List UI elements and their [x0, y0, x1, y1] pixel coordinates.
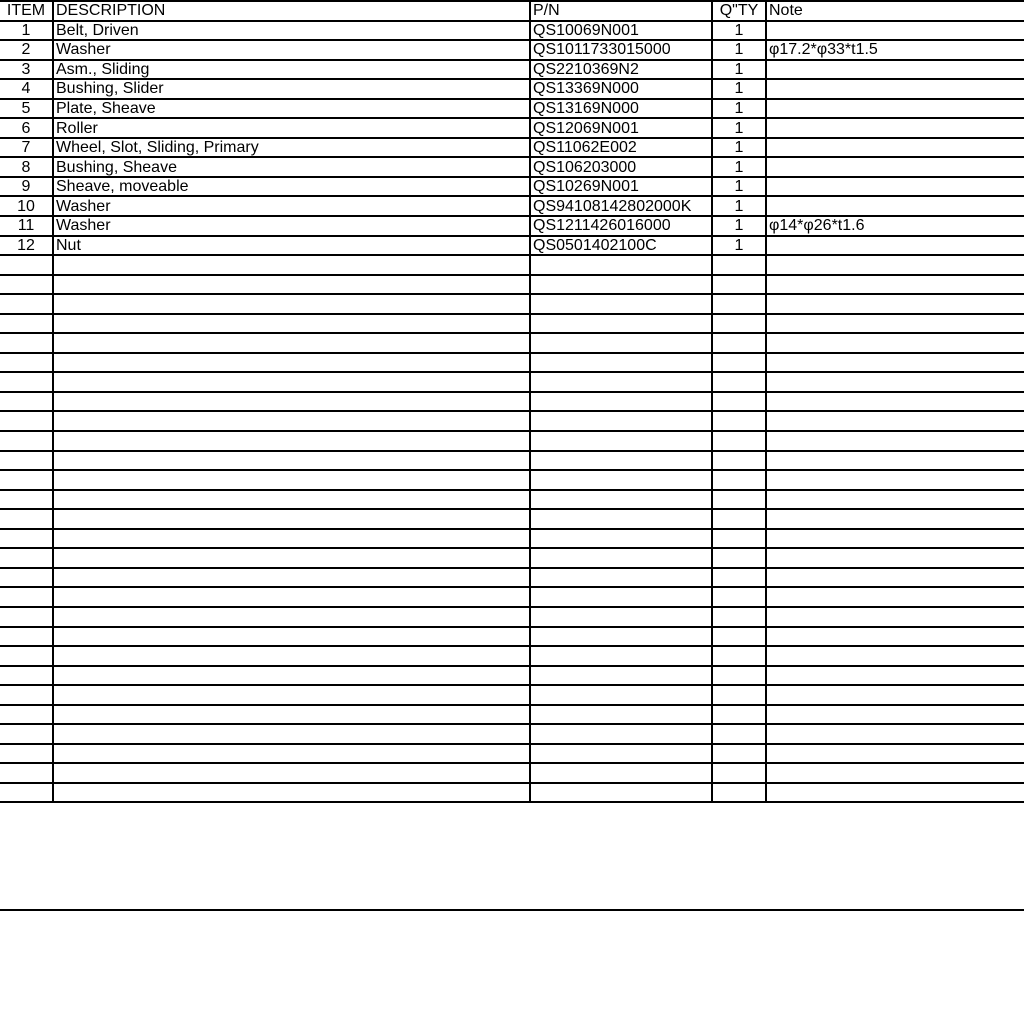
cell-note — [766, 21, 1024, 41]
cell-description-empty — [53, 411, 530, 431]
cell-item-empty — [0, 587, 53, 607]
cell-note-empty — [766, 587, 1024, 607]
table-row — [0, 196, 1024, 216]
cell-description: Nut — [53, 236, 530, 256]
cell-note-empty — [766, 431, 1024, 451]
cell-part-number-empty — [530, 587, 712, 607]
cell-item-empty — [0, 294, 53, 314]
cell-part-number: QS11062E002 — [530, 138, 712, 158]
cell-part-number-empty — [530, 353, 712, 373]
parts-list-body — [0, 21, 1024, 803]
empty-table-row — [0, 783, 1024, 803]
cell-note-empty — [766, 509, 1024, 529]
cell-description-empty — [53, 372, 530, 392]
cell-quantity-empty — [712, 548, 766, 568]
header-note: Note — [766, 1, 1024, 21]
table-row — [0, 138, 1024, 158]
empty-table-row — [0, 275, 1024, 295]
cell-note-empty — [766, 372, 1024, 392]
cell-description-empty — [53, 470, 530, 490]
cell-part-number: QS10069N001 — [530, 21, 712, 41]
cell-description-empty — [53, 314, 530, 334]
cell-quantity: 1 — [712, 79, 766, 99]
cell-description: Sheave, moveable — [53, 177, 530, 197]
cell-quantity-empty — [712, 392, 766, 412]
cell-item: 4 — [0, 79, 53, 99]
empty-table-row — [0, 666, 1024, 686]
empty-table-row — [0, 744, 1024, 764]
cell-part-number: QS13369N000 — [530, 79, 712, 99]
table-row — [0, 236, 1024, 256]
cell-quantity-empty — [712, 627, 766, 647]
cell-item-empty — [0, 568, 53, 588]
cell-quantity-empty — [712, 705, 766, 725]
cell-note-empty — [766, 255, 1024, 275]
cell-quantity-empty — [712, 587, 766, 607]
cell-part-number-empty — [530, 314, 712, 334]
empty-table-row — [0, 685, 1024, 705]
cell-note-empty — [766, 294, 1024, 314]
cell-item: 1 — [0, 21, 53, 41]
cell-item-empty — [0, 666, 53, 686]
cell-quantity-empty — [712, 783, 766, 803]
cell-note — [766, 157, 1024, 177]
header-item: ITEM — [0, 1, 53, 21]
cell-part-number-empty — [530, 763, 712, 783]
cell-part-number-empty — [530, 529, 712, 549]
cell-item: 11 — [0, 216, 53, 236]
cell-item-empty — [0, 783, 53, 803]
cell-description: Washer — [53, 40, 530, 60]
cell-item: 12 — [0, 236, 53, 256]
cell-part-number: QS1211426016000 — [530, 216, 712, 236]
cell-item-empty — [0, 333, 53, 353]
cell-item: 5 — [0, 99, 53, 119]
cell-quantity-empty — [712, 490, 766, 510]
empty-table-row — [0, 509, 1024, 529]
cell-note — [766, 118, 1024, 138]
cell-description-empty — [53, 275, 530, 295]
cell-part-number-empty — [530, 411, 712, 431]
empty-table-row — [0, 372, 1024, 392]
cell-item-empty — [0, 490, 53, 510]
cell-description-empty — [53, 490, 530, 510]
cell-description: Belt, Driven — [53, 21, 530, 41]
cell-item-empty — [0, 372, 53, 392]
cell-note-empty — [766, 470, 1024, 490]
cell-quantity-empty — [712, 353, 766, 373]
cell-item-empty — [0, 548, 53, 568]
table-row — [0, 99, 1024, 119]
cell-note-empty — [766, 763, 1024, 783]
cell-quantity-empty — [712, 568, 766, 588]
cell-note-empty — [766, 685, 1024, 705]
cell-description-empty — [53, 607, 530, 627]
cell-item-empty — [0, 431, 53, 451]
cell-note — [766, 99, 1024, 119]
table-row — [0, 216, 1024, 236]
cell-note — [766, 236, 1024, 256]
cell-description-empty — [53, 705, 530, 725]
empty-table-row — [0, 353, 1024, 373]
cell-note: φ14*φ26*t1.6 — [766, 216, 1024, 236]
cell-note — [766, 196, 1024, 216]
cell-quantity-empty — [712, 431, 766, 451]
cell-part-number-empty — [530, 372, 712, 392]
cell-item: 8 — [0, 157, 53, 177]
cell-part-number-empty — [530, 627, 712, 647]
cell-item: 6 — [0, 118, 53, 138]
cell-note — [766, 177, 1024, 197]
cell-description-empty — [53, 255, 530, 275]
empty-table-row — [0, 431, 1024, 451]
cell-description: Asm., Sliding — [53, 60, 530, 80]
cell-part-number-empty — [530, 451, 712, 471]
cell-quantity-empty — [712, 666, 766, 686]
cell-description: Plate, Sheave — [53, 99, 530, 119]
empty-table-row — [0, 724, 1024, 744]
cell-note-empty — [766, 333, 1024, 353]
cell-part-number-empty — [530, 666, 712, 686]
cell-quantity: 1 — [712, 118, 766, 138]
cell-quantity: 1 — [712, 60, 766, 80]
table-row — [0, 118, 1024, 138]
cell-quantity-empty — [712, 372, 766, 392]
cell-note-empty — [766, 548, 1024, 568]
cell-quantity-empty — [712, 294, 766, 314]
cell-item-empty — [0, 411, 53, 431]
empty-table-row — [0, 548, 1024, 568]
cell-note-empty — [766, 783, 1024, 803]
cell-description-empty — [53, 431, 530, 451]
cell-item-empty — [0, 529, 53, 549]
header-part-number: P/N — [530, 1, 712, 21]
cell-quantity-empty — [712, 451, 766, 471]
cell-description-empty — [53, 783, 530, 803]
cell-description-empty — [53, 646, 530, 666]
cell-part-number-empty — [530, 568, 712, 588]
cell-item-empty — [0, 763, 53, 783]
cell-item: 3 — [0, 60, 53, 80]
cell-part-number-empty — [530, 646, 712, 666]
cell-description: Bushing, Slider — [53, 79, 530, 99]
empty-table-row — [0, 646, 1024, 666]
cell-part-number-empty — [530, 392, 712, 412]
cell-description-empty — [53, 763, 530, 783]
cell-item: 10 — [0, 196, 53, 216]
cell-quantity-empty — [712, 470, 766, 490]
cell-quantity: 1 — [712, 216, 766, 236]
cell-part-number-empty — [530, 333, 712, 353]
cell-part-number-empty — [530, 255, 712, 275]
table-row — [0, 40, 1024, 60]
cell-description-empty — [53, 353, 530, 373]
cell-note-empty — [766, 529, 1024, 549]
cell-quantity: 1 — [712, 236, 766, 256]
cell-note-empty — [766, 451, 1024, 471]
cell-description: Wheel, Slot, Sliding, Primary — [53, 138, 530, 158]
cell-description: Bushing, Sheave — [53, 157, 530, 177]
cell-quantity: 1 — [712, 177, 766, 197]
cell-item: 2 — [0, 40, 53, 60]
empty-table-row — [0, 607, 1024, 627]
cell-part-number: QS94108142802000K — [530, 196, 712, 216]
cell-note-empty — [766, 705, 1024, 725]
cell-part-number: QS1011733015000 — [530, 40, 712, 60]
cell-note-empty — [766, 353, 1024, 373]
cell-part-number: QS13169N000 — [530, 99, 712, 119]
cell-description: Washer — [53, 216, 530, 236]
cell-note-empty — [766, 724, 1024, 744]
cell-part-number: QS0501402100C — [530, 236, 712, 256]
cell-description-empty — [53, 392, 530, 412]
cell-item-empty — [0, 744, 53, 764]
cell-item-empty — [0, 392, 53, 412]
cell-part-number-empty — [530, 509, 712, 529]
cell-item-empty — [0, 509, 53, 529]
cell-note-empty — [766, 314, 1024, 334]
cell-part-number-empty — [530, 275, 712, 295]
cell-item-empty — [0, 470, 53, 490]
cell-part-number-empty — [530, 490, 712, 510]
cell-item-empty — [0, 705, 53, 725]
cell-note: φ17.2*φ33*t1.5 — [766, 40, 1024, 60]
cell-description-empty — [53, 509, 530, 529]
cell-note-empty — [766, 411, 1024, 431]
cell-part-number-empty — [530, 705, 712, 725]
table-row — [0, 79, 1024, 99]
cell-description-empty — [53, 333, 530, 353]
cell-item-empty — [0, 627, 53, 647]
cell-part-number-empty — [530, 548, 712, 568]
cell-item-empty — [0, 353, 53, 373]
cell-item-empty — [0, 646, 53, 666]
empty-table-row — [0, 392, 1024, 412]
cell-quantity: 1 — [712, 157, 766, 177]
cell-note-empty — [766, 627, 1024, 647]
header-description: DESCRIPTION — [53, 1, 530, 21]
cell-note-empty — [766, 275, 1024, 295]
cell-quantity-empty — [712, 646, 766, 666]
empty-table-row — [0, 490, 1024, 510]
cell-quantity: 1 — [712, 138, 766, 158]
cell-item: 7 — [0, 138, 53, 158]
cell-note — [766, 79, 1024, 99]
cell-note — [766, 60, 1024, 80]
cell-description: Roller — [53, 118, 530, 138]
cell-description-empty — [53, 529, 530, 549]
cell-part-number-empty — [530, 294, 712, 314]
cell-description-empty — [53, 744, 530, 764]
cell-item-empty — [0, 724, 53, 744]
cell-quantity: 1 — [712, 21, 766, 41]
cell-description-empty — [53, 294, 530, 314]
cell-item-empty — [0, 275, 53, 295]
empty-table-row — [0, 314, 1024, 334]
cell-description: Washer — [53, 196, 530, 216]
table-row — [0, 157, 1024, 177]
cell-note — [766, 138, 1024, 158]
table-row — [0, 177, 1024, 197]
cell-item-empty — [0, 255, 53, 275]
cell-part-number-empty — [530, 431, 712, 451]
cell-item-empty — [0, 685, 53, 705]
empty-table-row — [0, 529, 1024, 549]
cell-description-empty — [53, 587, 530, 607]
cell-part-number-empty — [530, 783, 712, 803]
cell-description-empty — [53, 627, 530, 647]
cell-note-empty — [766, 607, 1024, 627]
cell-note-empty — [766, 646, 1024, 666]
cell-part-number-empty — [530, 744, 712, 764]
cell-note-empty — [766, 744, 1024, 764]
cell-part-number: QS10269N001 — [530, 177, 712, 197]
cell-note-empty — [766, 392, 1024, 412]
cell-quantity-empty — [712, 314, 766, 334]
cell-note-empty — [766, 568, 1024, 588]
cell-part-number: QS12069N001 — [530, 118, 712, 138]
cell-part-number: QS2210369N2 — [530, 60, 712, 80]
cell-part-number: QS106203000 — [530, 157, 712, 177]
empty-table-row — [0, 294, 1024, 314]
cell-note-empty — [766, 666, 1024, 686]
cell-description-empty — [53, 685, 530, 705]
cell-description-empty — [53, 568, 530, 588]
cell-quantity-empty — [712, 509, 766, 529]
empty-table-row — [0, 763, 1024, 783]
empty-table-row — [0, 587, 1024, 607]
cell-description-empty — [53, 548, 530, 568]
cell-part-number-empty — [530, 724, 712, 744]
cell-item-empty — [0, 451, 53, 471]
empty-table-row — [0, 705, 1024, 725]
empty-table-row — [0, 627, 1024, 647]
cell-item-empty — [0, 607, 53, 627]
cell-quantity-empty — [712, 275, 766, 295]
cell-quantity: 1 — [712, 99, 766, 119]
empty-table-row — [0, 411, 1024, 431]
cell-part-number-empty — [530, 685, 712, 705]
cell-part-number-empty — [530, 470, 712, 490]
empty-table-row — [0, 568, 1024, 588]
cell-description-empty — [53, 451, 530, 471]
cell-quantity-empty — [712, 255, 766, 275]
table-row — [0, 21, 1024, 41]
cell-item-empty — [0, 314, 53, 334]
table-row — [0, 60, 1024, 80]
cell-quantity-empty — [712, 744, 766, 764]
cell-quantity-empty — [712, 333, 766, 353]
header-row — [0, 1, 1024, 21]
cell-item: 9 — [0, 177, 53, 197]
cell-quantity-empty — [712, 685, 766, 705]
header-quantity: Q"TY — [712, 1, 766, 21]
cell-quantity: 1 — [712, 40, 766, 60]
cell-quantity-empty — [712, 607, 766, 627]
cell-quantity-empty — [712, 724, 766, 744]
cell-quantity-empty — [712, 411, 766, 431]
cell-note-empty — [766, 490, 1024, 510]
empty-table-row — [0, 451, 1024, 471]
cell-quantity: 1 — [712, 196, 766, 216]
empty-table-row — [0, 470, 1024, 490]
cell-quantity-empty — [712, 529, 766, 549]
cell-part-number-empty — [530, 607, 712, 627]
cell-quantity-empty — [712, 763, 766, 783]
empty-table-row — [0, 333, 1024, 353]
cell-description-empty — [53, 666, 530, 686]
cell-description-empty — [53, 724, 530, 744]
bottom-rule — [0, 909, 1024, 911]
empty-table-row — [0, 255, 1024, 275]
